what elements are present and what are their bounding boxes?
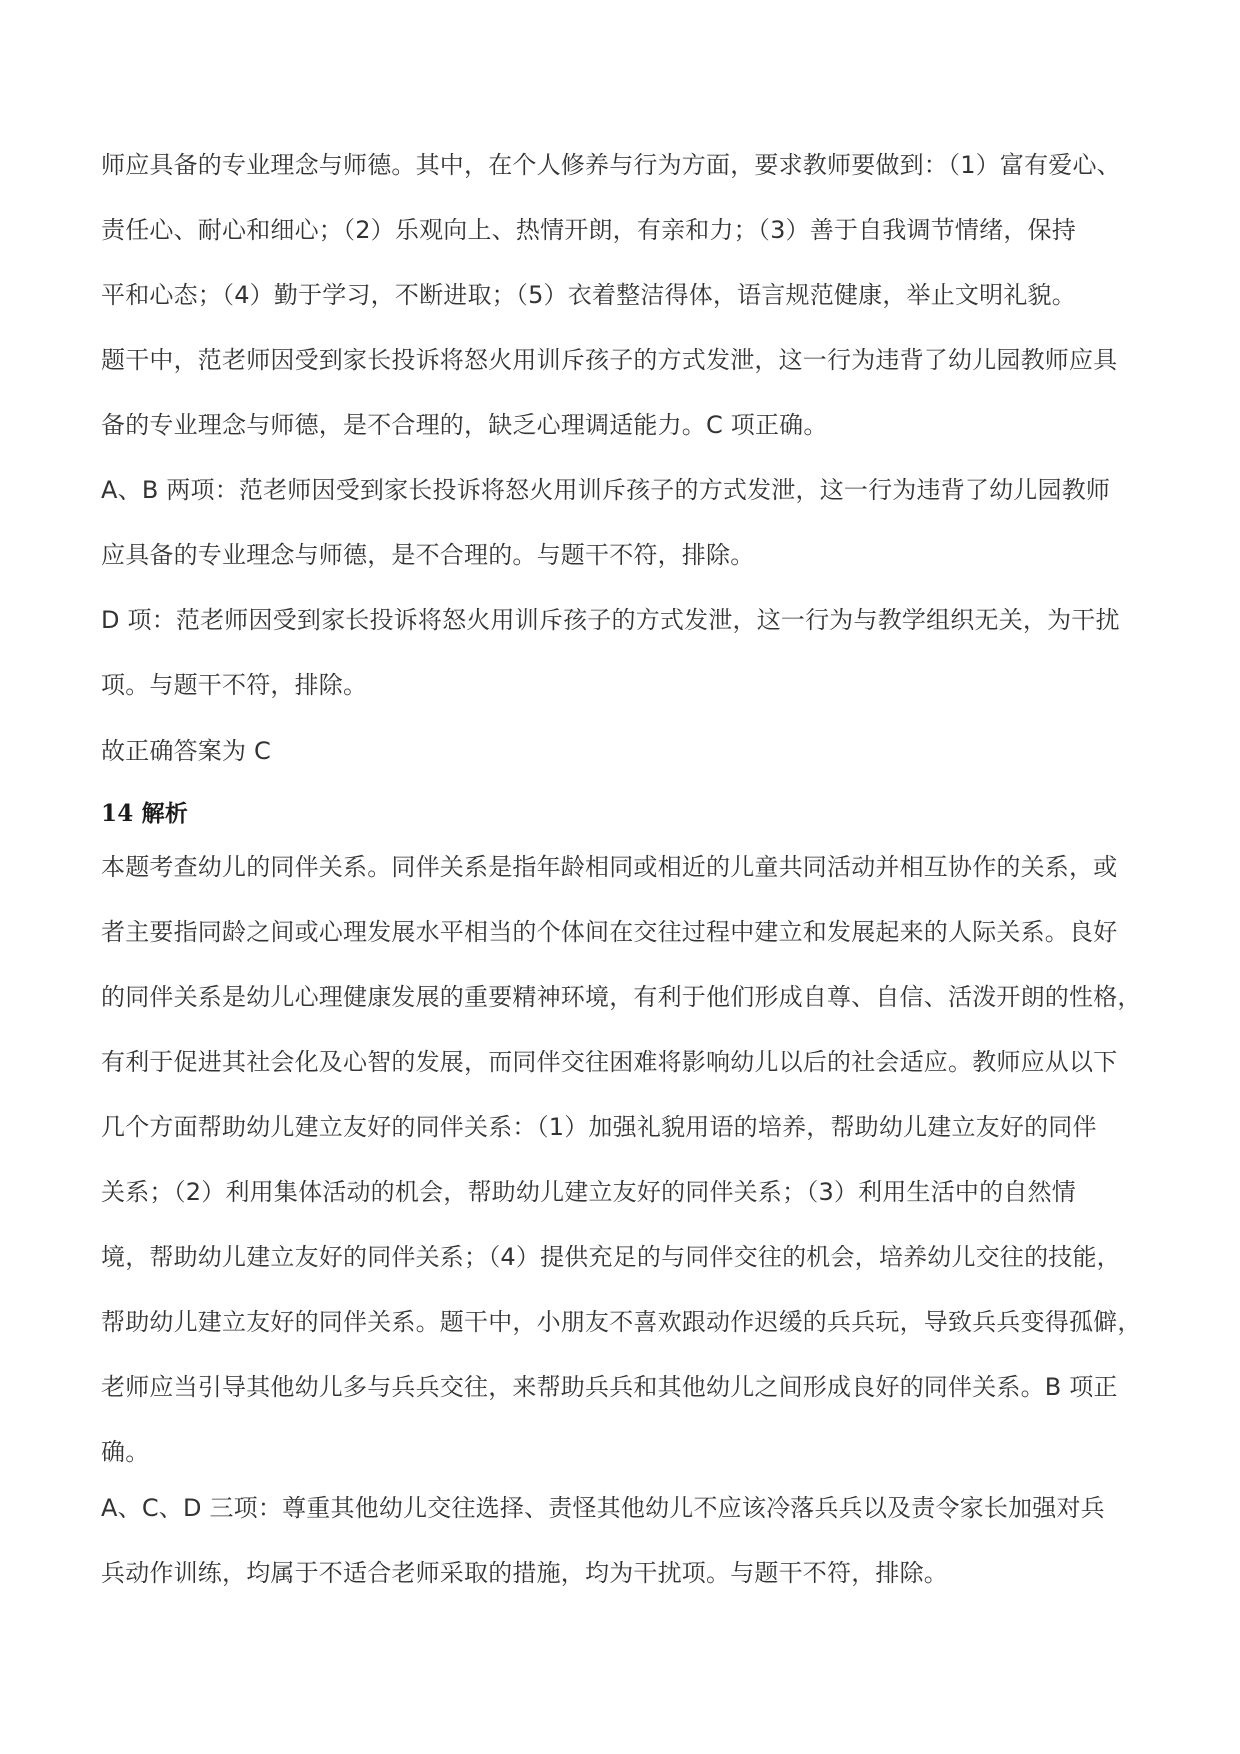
paragraph-line: 应具备的专业理念与师德，是不合理的。与题干不符，排除。 [101,541,755,569]
paragraph-line: A、C、D 三项：尊重其他幼儿交往选择、责怪其他幼儿不应该冷落兵兵以及责令家长加强对兵 [101,1494,1105,1522]
paragraph-line: 几个方面帮助幼儿建立友好的同伴关系：（1）加强礼貌用语的培养，帮助幼儿建立友好的同伴 [101,1113,1097,1141]
paragraph-line: 平和心态；（4）勤于学习，不断进取；（5）衣着整洁得体，语言规范健康，举止文明礼貌。 [101,281,1076,309]
paragraph-line: 确。 [101,1438,150,1466]
paragraph-line: 备的专业理念与师德，是不合理的，缺乏心理调适能力。C 项正确。 [101,411,828,439]
paragraph-line: 师应具备的专业理念与师德。其中，在个人修养与行为方面，要求教师要做到：（1）富有爱心、 [101,151,1121,179]
paragraph-line: 题干中，范老师因受到家长投诉将怒火用训斥孩子的方式发泄，这一行为违背了幼儿园教师应具 [101,346,1118,374]
paragraph-line: 老师应当引导其他幼儿多与兵兵交往，来帮助兵兵和其他幼儿之间形成良好的同伴关系。B 项正 [101,1373,1118,1401]
answer-line: 故正确答案为 C [101,737,271,765]
paragraph-line: 关系；（2）利用集体活动的机会，帮助幼儿建立友好的同伴关系；（3）利用生活中的自然情 [101,1178,1076,1206]
paragraph-line: 本题考查幼儿的同伴关系。同伴关系是指年龄相同或相近的儿童共同活动并相互协作的关系，或 [101,853,1118,881]
paragraph-line: 帮助幼儿建立友好的同伴关系。题干中，小朋友不喜欢跟动作迟缓的兵兵玩，导致兵兵变得孤僻， [101,1308,1142,1336]
paragraph-line: 项。与题干不符，排除。 [101,671,368,699]
paragraph-line: 兵动作训练，均属于不适合老师采取的措施，均为干扰项。与题干不符，排除。 [101,1559,948,1587]
paragraph-line: 的同伴关系是幼儿心理健康发展的重要精神环境，有利于他们形成自尊、自信、活泼开朗的性格， [101,983,1142,1011]
paragraph-line: 者主要指同龄之间或心理发展水平相当的个体间在交往过程中建立和发展起来的人际关系。良好 [101,918,1118,946]
section-heading: 14 解析 [101,800,189,827]
paragraph-line: 境，帮助幼儿建立友好的同伴关系；（4）提供充足的与同伴交往的机会，培养幼儿交往的技能， [101,1243,1121,1271]
paragraph-line: 有利于促进其社会化及心智的发展，而同伴交往困难将影响幼儿以后的社会适应。教师应从以下 [101,1048,1118,1076]
paragraph-line: A、B 两项：范老师因受到家长投诉将怒火用训斥孩子的方式发泄，这一行为违背了幼儿园教师 [101,476,1111,504]
paragraph-line: D 项：范老师因受到家长投诉将怒火用训斥孩子的方式发泄，这一行为与教学组织无关，为干扰 [101,606,1120,634]
paragraph-line: 责任心、耐心和细心；（2）乐观向上、热情开朗，有亲和力；（3）善于自我调节情绪，保持 [101,216,1076,244]
